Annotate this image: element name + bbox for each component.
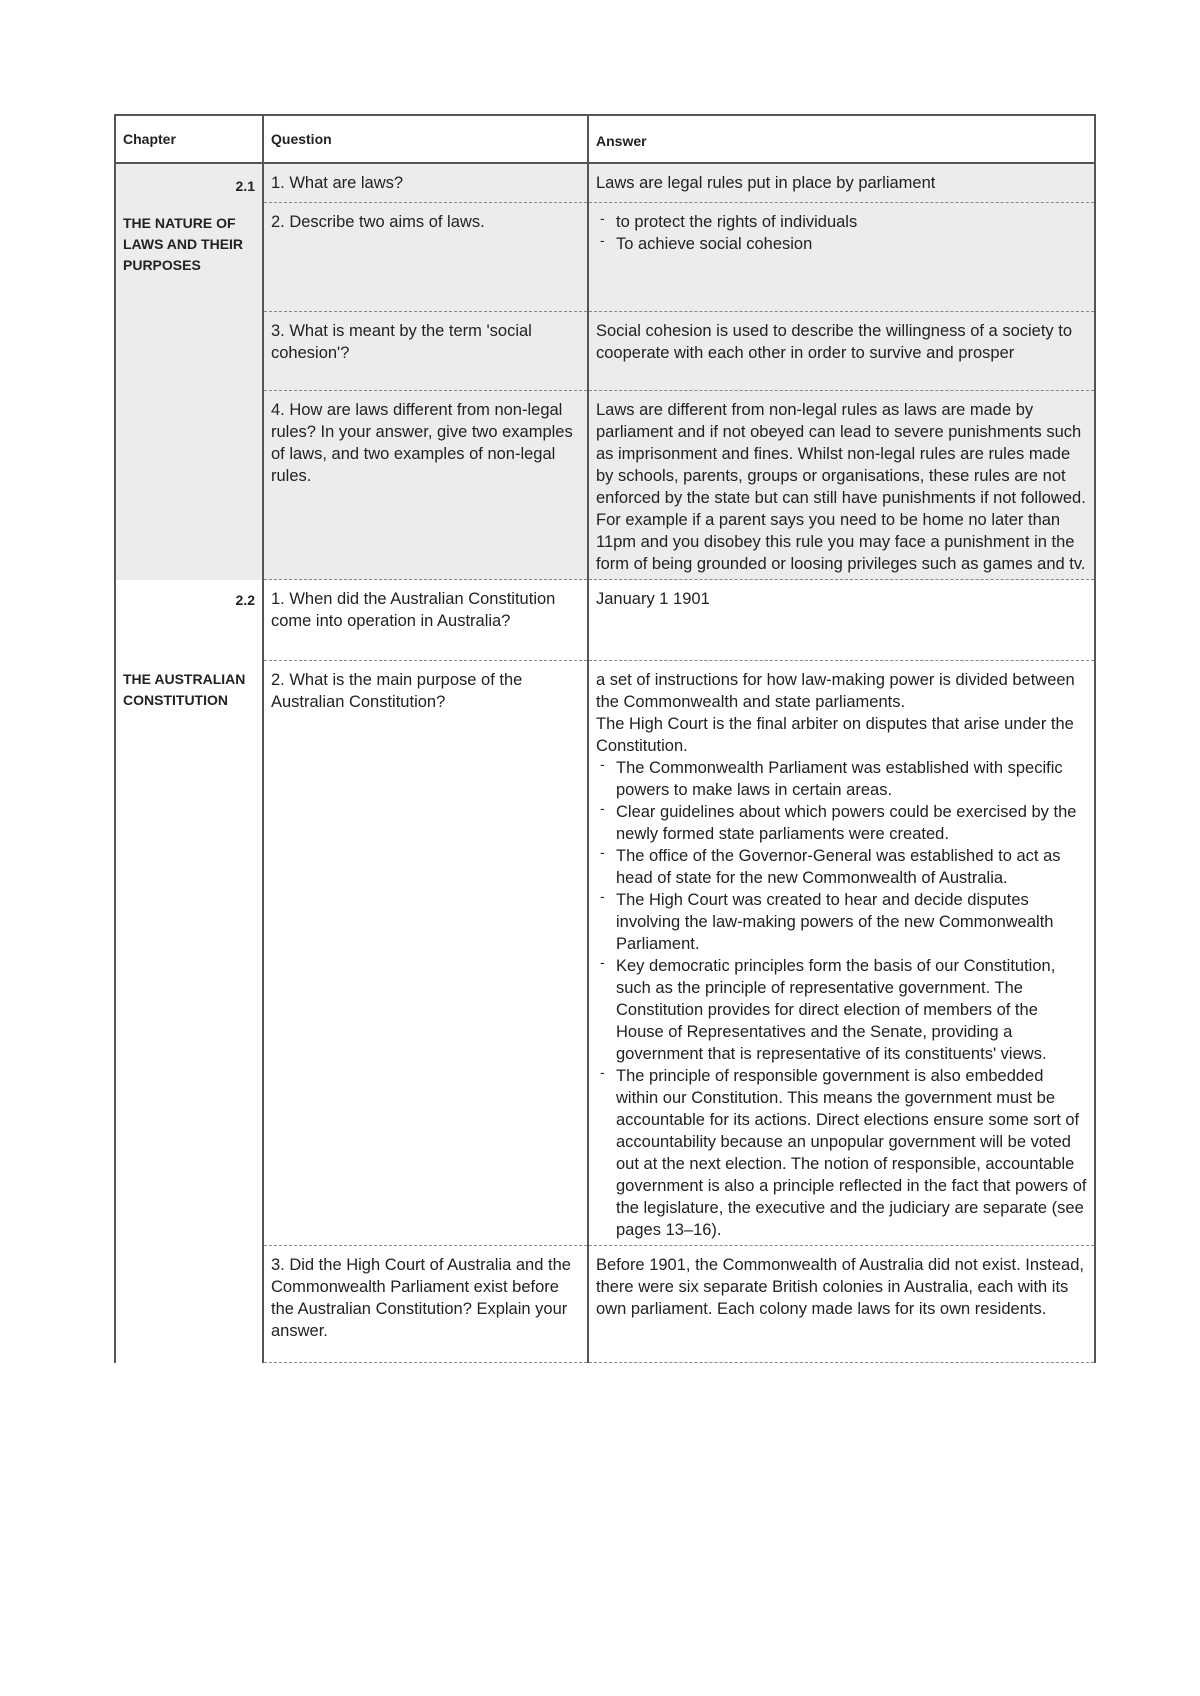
answer-paragraph: a set of instructions for how law-making power is divided between the Commonwealth and state parliaments. bbox=[596, 671, 1075, 711]
list-item: ‐ To achieve social cohesion bbox=[596, 233, 1087, 255]
header-question: Question bbox=[263, 115, 588, 163]
question-cell: 1. When did the Australian Constitution come into operation in Australia? bbox=[263, 580, 588, 661]
question-cell: 2. Describe two aims of laws. bbox=[263, 203, 588, 312]
chapter-cell bbox=[115, 580, 263, 1363]
list-item: ‐ Clear guidelines about which powers could be exercised by the newly formed state parliaments were created. bbox=[596, 801, 1087, 845]
answer-cell: Before 1901, the Commonwealth of Australia did not exist. Instead, there were six separate British colonies in Australia, each with its own parliament. Each colony made laws for its own residents. bbox=[588, 1246, 1095, 1363]
list-item: ‐ The Commonwealth Parliament was established with specific powers to make laws in certain areas. bbox=[596, 757, 1087, 801]
answer-bullets bbox=[596, 757, 1087, 1241]
question-cell: 3. Did the High Court of Australia and the Commonwealth Parliament exist before the Australian Constitution? Explain your answer. bbox=[263, 1246, 588, 1363]
header-answer: Answer bbox=[588, 115, 1095, 163]
answer-cell: January 1 1901 bbox=[588, 580, 1095, 661]
answer-cell: Social cohesion is used to describe the willingness of a society to cooperate with each other in order to survive and prosper bbox=[588, 312, 1095, 391]
answer-cell bbox=[588, 661, 1095, 1246]
question-cell: 1. What are laws? bbox=[263, 163, 588, 203]
list-item: ‐ The principle of responsible government is also embedded within our Constitution. This means the government must be accountable for its actions. Direct elections ensure some sort of accountability because an unpopular government will be voted out at the next election. The notion of responsible, accountable government is also a principle reflected in the fact that powers of the legislature, the executive and the judiciary are separate (see pages 13–16). bbox=[596, 1065, 1087, 1241]
list-item: ‐ The High Court was created to hear and decide disputes involving the law-making powers of the new Commonwealth Parliament. bbox=[596, 889, 1087, 955]
table-row bbox=[115, 580, 1095, 661]
answer-cell: Laws are different from non-legal rules as laws are made by parliament and if not obeyed can lead to severe punishments such as imprisonment and fines. Whilst non-legal rules are rules made by schools, parents, groups or organisations, these rules are not enforced by the state but can still have punishments if not followed. For example if a parent says you need to be home no later than 11pm and you disobey this rule you may face a punishment in the form of being grounded or loosing privileges such as games and tv. bbox=[588, 391, 1095, 580]
answer-cell bbox=[588, 203, 1095, 312]
header-chapter: Chapter bbox=[115, 115, 263, 163]
list-item: ‐ to protect the rights of individuals bbox=[596, 211, 1087, 233]
chapter-title: THE AUSTRALIAN CONSTITUTION bbox=[123, 670, 246, 708]
chapter-cell bbox=[115, 163, 263, 580]
table-row bbox=[115, 163, 1095, 203]
answer-bullets bbox=[596, 211, 1087, 255]
question-cell: 3. What is meant by the term 'social cohesion'? bbox=[263, 312, 588, 391]
answer-cell: Laws are legal rules put in place by parliament bbox=[588, 163, 1095, 203]
header-row bbox=[115, 115, 1095, 163]
qa-table bbox=[114, 114, 1096, 1363]
question-cell: 4. How are laws different from non-legal rules? In your answer, give two examples of laws, and two examples of non-legal rules. bbox=[263, 391, 588, 580]
answer-paragraph: The High Court is the final arbiter on disputes that arise under the Constitution. bbox=[596, 715, 1074, 755]
chapter-number: 2.1 bbox=[235, 178, 255, 194]
list-item: ‐ The office of the Governor-General was established to act as head of state for the new Commonwealth of Australia. bbox=[596, 845, 1087, 889]
qa-table-sheet bbox=[114, 114, 1094, 1363]
chapter-title: THE NATURE OF LAWS AND THEIR PURPOSES bbox=[123, 215, 244, 273]
chapter-number: 2.2 bbox=[235, 591, 255, 608]
list-item: ‐ Key democratic principles form the basis of our Constitution, such as the principle of representative government. The Constitution provides for direct election of members of the House of Representatives and the Senate, providing a government that is representative of its constituents' views. bbox=[596, 955, 1087, 1065]
question-cell: 2. What is the main purpose of the Australian Constitution? bbox=[263, 661, 588, 1246]
